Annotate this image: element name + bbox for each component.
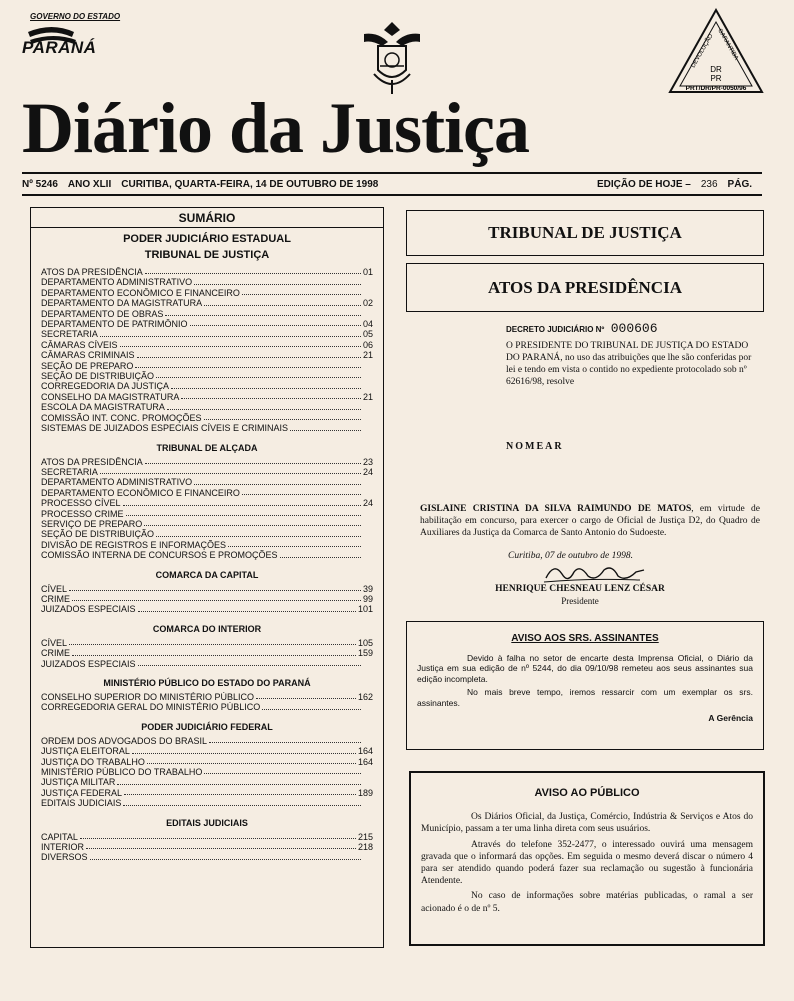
toc-entry-label: DEPARTAMENTO ECONÔMICO E FINANCEIRO: [41, 487, 240, 498]
notice-public-p3: No caso de informações sobre matérias publicadas, o ramal a ser acionado é o de nº 5.: [421, 891, 753, 914]
dateline-bar: [22, 172, 762, 196]
toc-entry: [41, 298, 373, 308]
toc-entry: [41, 509, 373, 519]
toc-entry-page: 21: [362, 350, 373, 361]
toc-leader-dots: [228, 540, 361, 547]
toc-entry: [41, 488, 373, 498]
toc-entry-page: 01: [362, 267, 373, 277]
toc-entry-label: DEPARTAMENTO ADMINISTRATIVO: [41, 277, 193, 288]
toc-title: SUMÁRIO: [31, 208, 383, 228]
toc-leader-dots: [80, 832, 356, 839]
toc-entry-label: JUIZADOS ESPECIAIS: [41, 604, 136, 615]
toc-entry-page: [363, 288, 373, 298]
toc-entry-label: SERVIÇO DE PREPARO: [41, 518, 143, 529]
nomination-text: , em virtude de habilitação em concurso, para exercer o cargo de Oficial de Justiça D2, do Quadro de Auxiliares da Justiça da Comarca de Santo Antonio do Sudoeste.: [420, 504, 760, 538]
seal-pr: PR: [710, 74, 722, 83]
toc-leader-dots: [204, 413, 361, 420]
toc-leader-dots: [72, 594, 361, 601]
toc-entry-page: 24: [362, 498, 373, 509]
toc-leader-dots: [123, 798, 361, 805]
edition-year: ANO XLII: [67, 178, 112, 190]
toc-leader-dots: [135, 361, 361, 368]
toc-entry: [41, 329, 373, 339]
toc-entry: [41, 529, 373, 539]
toc-entry: [41, 381, 373, 391]
toc-entry: [41, 457, 373, 467]
toc-entry-label: COMISSÃO INTERNA DE CONCURSOS E PROMOÇÕES: [41, 550, 278, 561]
toc-entry-page: [363, 767, 373, 777]
toc-entry: [41, 604, 373, 614]
toc-entry-page: [363, 509, 373, 519]
toc-entry-page: 105: [357, 637, 373, 648]
toc-entry-page: [363, 371, 373, 381]
toc-entry-page: 21: [362, 391, 373, 402]
toc-leader-dots: [137, 350, 361, 357]
toc-entry-page: [363, 736, 373, 746]
toc-entry: [41, 392, 373, 402]
section-title-atos: ATOS DA PRESIDÊNCIA: [406, 263, 764, 312]
toc-entry-page: [363, 309, 373, 319]
toc-entry-page: [363, 423, 373, 433]
decree-text: O PRESIDENTE DO TRIBUNAL DE JUSTIÇA DO ESTADO DO PARANÁ, no uso das atribuições que lhe são conferidas por lei e tendo em vista o contido no expediente protocolado sob nº 62616/98, resolve: [506, 341, 752, 387]
return-guaranteed-seal: [668, 8, 764, 96]
toc-entry: [41, 692, 373, 702]
toc-leader-dots: [147, 757, 356, 764]
toc-entry-page: 215: [357, 831, 373, 842]
notice-subscribers-title: AVISO AOS SRS. ASSINANTES: [511, 633, 659, 644]
toc-list: [31, 692, 383, 713]
toc-entry: [41, 798, 373, 808]
seal-garantida: GARANTIDA: [716, 28, 739, 62]
toc-leader-dots: [69, 584, 361, 591]
toc-entry: [41, 519, 373, 529]
toc-entry: [41, 550, 373, 560]
seal-permit: PRT/DR/PR-0050/96: [685, 85, 747, 92]
toc-entry-label: ESCOLA DA MAGISTRATURA: [41, 402, 165, 413]
toc-leader-dots: [69, 638, 356, 645]
toc-entry: [41, 477, 373, 487]
toc-entry-page: [363, 477, 373, 487]
toc-subsection-heading: TRIBUNAL DE ALÇADA: [156, 442, 258, 453]
toc-entry-label: CÍVEL: [41, 637, 68, 648]
toc-entry: [41, 594, 373, 604]
toc-leader-dots: [165, 309, 361, 316]
toc-subsection-heading: MINISTÉRIO PÚBLICO DO ESTADO DO PARANÁ: [103, 678, 311, 688]
toc-subsection-heading: TRIBUNAL DE JUSTIÇA: [144, 249, 270, 261]
toc-entry: [41, 350, 373, 360]
toc-entry-label: PROCESSO CÍVEL: [41, 498, 121, 509]
toc-leader-dots: [90, 852, 361, 859]
toc-entry-page: 159: [357, 648, 373, 659]
toc-entry-label: MINISTÉRIO PÚBLICO DO TRABALHO: [41, 767, 203, 778]
toc-entry-page: [363, 277, 373, 287]
decree-label: DECRETO JUDICIÁRIO Nº: [506, 325, 605, 334]
toc-entry: [41, 648, 373, 658]
notice-public-p2: Através do telefone 352-2477, o interessado ouvirá uma mensagem gravada que o informará das opções. Em seguida o mesmo deverá discar o número 4 para ser atendido quando poderá fazer sua reclamação ou sugestão à funcionária Atendente.: [421, 839, 753, 887]
toc-entry-page: 06: [362, 339, 373, 350]
toc-list: [31, 638, 383, 669]
toc-entry-page: 24: [362, 466, 373, 477]
toc-entry: [41, 423, 373, 433]
toc-entry-page: 04: [362, 319, 373, 330]
toc-entry: [41, 498, 373, 508]
notice-public: [409, 771, 765, 946]
toc-leader-dots: [280, 550, 361, 557]
toc-entry-page: 164: [357, 746, 373, 757]
toc-list: [31, 457, 383, 561]
toc-leader-dots: [242, 488, 361, 495]
decree-number: 000606: [610, 321, 658, 336]
toc-section-heading: PODER JUDICIÁRIO ESTADUAL: [123, 233, 291, 245]
toc-subsection-heading: EDITAIS JUDICIAIS: [166, 817, 248, 828]
toc-list: [31, 584, 383, 615]
toc-entry: [41, 777, 373, 787]
toc-entry-label: DIVERSOS: [41, 852, 88, 863]
toc-entry: [41, 736, 373, 746]
toc-entry-label: JUSTIÇA DO TRABALHO: [41, 756, 145, 767]
toc-entry-page: 02: [362, 298, 373, 309]
toc-entry-page: [363, 529, 373, 539]
notice-public-title: AVISO AO PÚBLICO: [534, 787, 640, 799]
toc-entry: [41, 340, 373, 350]
toc-entry-label: JUSTIÇA FEDERAL: [41, 787, 123, 798]
toc-entry: [41, 659, 373, 669]
toc-leader-dots: [138, 604, 356, 611]
toc-entry: [41, 757, 373, 767]
toc-body: [31, 249, 383, 863]
toc-list: [31, 267, 383, 434]
state-coat-of-arms-icon: [360, 20, 424, 96]
toc-entry-label: DEPARTAMENTO DE PATRIMÔNIO: [41, 319, 188, 330]
toc-leader-dots: [290, 423, 361, 430]
toc-entry-label: SEÇÃO DE PREPARO: [41, 360, 134, 371]
toc-entry-page: [363, 540, 373, 550]
toc-entry: [41, 402, 373, 412]
toc-entry-page: 164: [357, 756, 373, 767]
toc-leader-dots: [100, 329, 361, 336]
toc-entry-label: DEPARTAMENTO ADMINISTRATIVO: [41, 477, 193, 488]
seal-devolucao: DEVOLUÇÃO: [690, 33, 715, 69]
toc-leader-dots: [171, 381, 361, 388]
handwritten-signature: [540, 558, 650, 586]
toc-entry: [41, 842, 373, 852]
toc-entry: [41, 288, 373, 298]
toc-entry-label: ORDEM DOS ADVOGADOS DO BRASIL: [41, 735, 208, 746]
toc-leader-dots: [156, 371, 361, 378]
toc-entry-page: [363, 702, 373, 712]
toc-leader-dots: [204, 298, 361, 305]
toc-entry-page: 162: [357, 692, 373, 702]
toc-entry-page: [363, 488, 373, 498]
toc-entry-page: [363, 413, 373, 423]
toc-list: [31, 736, 383, 809]
toc-entry-page: 218: [357, 842, 373, 853]
section-title-tribunal: TRIBUNAL DE JUSTIÇA: [406, 210, 764, 256]
toc-leader-dots: [86, 842, 356, 849]
toc-entry: [41, 361, 373, 371]
toc-leader-dots: [204, 767, 361, 774]
toc-entry-page: [363, 550, 373, 560]
toc-leader-dots: [209, 736, 361, 743]
toc-entry: [41, 467, 373, 477]
toc-entry-label: CÍVEL: [41, 583, 68, 594]
toc-entry-label: CRIME: [41, 593, 70, 604]
toc-entry-label: ATOS DA PRESIDÊNCIA: [41, 456, 143, 467]
toc-entry-label: INTERIOR: [41, 842, 85, 853]
toc-entry: [41, 267, 373, 277]
toc-subsection-heading: PODER JUDICIÁRIO FEDERAL: [141, 721, 273, 732]
table-of-contents: [30, 207, 384, 948]
notice-public-p1: Os Diários Oficial, da Justiça, Comércio, Indústria & Serviços e Atos do Município, passam a ter uma linha direta com seus usuários.: [421, 812, 753, 835]
toc-entry-page: 189: [357, 787, 373, 798]
toc-entry-label: SISTEMAS DE JUIZADOS ESPECIAIS CÍVEIS E CRIMINAIS: [41, 423, 289, 434]
toc-entry-page: [363, 798, 373, 808]
toc-leader-dots: [117, 777, 361, 784]
toc-entry-page: 05: [362, 329, 373, 340]
toc-entry: [41, 371, 373, 381]
toc-subsection-heading: COMARCA DA CAPITAL: [155, 569, 259, 580]
toc-entry-label: JUSTIÇA MILITAR: [41, 777, 116, 788]
toc-entry-page: 39: [362, 583, 373, 594]
nomear-heading: NOMEAR: [506, 441, 564, 452]
edition-number: Nº 5246: [22, 178, 58, 190]
signer-title: Presidente: [561, 596, 599, 606]
toc-entry: [41, 413, 373, 423]
toc-entry: [41, 638, 373, 648]
place-and-date: Curitiba, 07 de outubro de 1998.: [508, 551, 633, 561]
toc-entry: [41, 788, 373, 798]
edition-date: CURITIBA, QUARTA-FEIRA, 14 DE OUTUBRO DE 1998: [121, 178, 379, 190]
toc-entry: [41, 540, 373, 550]
toc-entry-label: DEPARTAMENTO ECONÔMICO E FINANCEIRO: [41, 287, 240, 298]
toc-entry-label: DIVISÃO DE REGISTROS E INFORMAÇÕES: [41, 539, 227, 550]
toc-entry-label: EDITAIS JUDICIAIS: [41, 798, 122, 809]
toc-entry-page: 101: [357, 604, 373, 615]
toc-leader-dots: [126, 509, 361, 516]
toc-list: [31, 832, 383, 863]
pages-label: PÁG.: [727, 178, 752, 190]
toc-entry: [41, 309, 373, 319]
toc-entry-label: CORREGEDORIA DA JUSTIÇA: [41, 381, 170, 392]
toc-entry: [41, 319, 373, 329]
toc-entry-label: CONSELHO SUPERIOR DO MINISTÉRIO PÚBLICO: [41, 692, 255, 702]
toc-entry-label: SECRETARIA: [41, 329, 98, 340]
toc-leader-dots: [156, 529, 361, 536]
toc-leader-dots: [72, 648, 356, 655]
state-government-label: GOVERNO DO ESTADO: [30, 12, 121, 21]
toc-entry-label: CAPITAL: [41, 831, 78, 842]
toc-entry-page: [363, 777, 373, 787]
toc-entry-label: CONSELHO DA MAGISTRATURA: [41, 391, 180, 402]
toc-entry-page: 23: [362, 456, 373, 467]
toc-entry-page: [363, 402, 373, 412]
signer-name: HENRIQUE CHESNEAU LENZ CÉSAR: [495, 584, 665, 594]
toc-leader-dots: [167, 402, 361, 409]
toc-entry-label: JUSTIÇA ELEITORAL: [41, 746, 130, 757]
toc-entry: [41, 852, 373, 862]
toc-entry-page: 99: [362, 593, 373, 604]
toc-entry-label: SEÇÃO DE DISTRIBUIÇÃO: [41, 371, 155, 382]
nomination-paragraph: [420, 503, 760, 539]
toc-entry-label: CÂMARAS CRIMINAIS: [41, 350, 135, 361]
toc-leader-dots: [145, 457, 361, 464]
seal-dr: DR: [710, 65, 722, 74]
toc-entry-page: [363, 852, 373, 862]
toc-entry: [41, 584, 373, 594]
page-count: 236: [700, 178, 718, 190]
toc-leader-dots: [256, 692, 356, 699]
toc-leader-dots: [100, 467, 361, 474]
toc-entry-page: [363, 361, 373, 371]
toc-entry: [41, 702, 373, 712]
toc-entry-label: DEPARTAMENTO DE OBRAS: [41, 308, 164, 319]
toc-entry-label: COMISSÃO INT. CONC. PROMOÇÕES: [41, 412, 202, 423]
decree: [506, 323, 756, 388]
toc-entry-label: ATOS DA PRESIDÊNCIA: [41, 267, 143, 277]
newspaper-masthead: Diário da Justiça: [22, 88, 530, 168]
toc-entry: [41, 746, 373, 756]
toc-entry-label: PROCESSO CRIME: [41, 508, 124, 519]
toc-entry-page: [363, 519, 373, 529]
toc-entry-label: CRIME: [41, 648, 70, 659]
toc-leader-dots: [120, 340, 361, 347]
toc-entry-page: [363, 659, 373, 669]
notice-subscribers-signature: A Gerência: [708, 713, 753, 723]
toc-leader-dots: [262, 702, 361, 709]
toc-entry-label: CORREGEDORIA GERAL DO MINISTÉRIO PÚBLICO: [41, 702, 261, 713]
toc-entry-label: SECRETARIA: [41, 466, 98, 477]
toc-entry-label: CÂMARAS CÍVEIS: [41, 339, 118, 350]
toc-leader-dots: [181, 392, 361, 399]
toc-leader-dots: [194, 277, 361, 284]
notice-subscribers-p1: Devido à falha no setor de encarte desta Imprensa Oficial, o Diário da Justiça em sua edição de nº 5244, do dia 09/10/98 remeteu aos seus assinantes sua edição incompleta.: [417, 652, 753, 684]
toc-entry-label: DEPARTAMENTO DA MAGISTRATURA: [41, 298, 203, 309]
toc-subsection-heading: COMARCA DO INTERIOR: [152, 623, 262, 634]
toc-leader-dots: [138, 659, 361, 666]
decree-heading: [506, 323, 756, 336]
notice-subscribers-p2: No mais breve tempo, iremos ressarcir com um exemplar os srs. assinantes.: [417, 687, 753, 708]
toc-entry: [41, 832, 373, 842]
today-edition-label: EDIÇÃO DE HOJE –: [596, 178, 691, 190]
toc-leader-dots: [242, 288, 361, 295]
state-name: PARANÁ: [22, 38, 97, 57]
toc-leader-dots: [194, 477, 361, 484]
toc-entry: [41, 277, 373, 287]
toc-leader-dots: [190, 319, 361, 326]
toc-entry-label: JUIZADOS ESPECIAIS: [41, 658, 136, 669]
toc-entry: [41, 767, 373, 777]
toc-leader-dots: [123, 498, 361, 505]
notice-subscribers: [406, 621, 764, 750]
toc-entry-page: [363, 381, 373, 391]
toc-entry-label: SEÇÃO DE DISTRIBUIÇÃO: [41, 529, 155, 540]
toc-leader-dots: [145, 267, 361, 274]
toc-leader-dots: [124, 788, 356, 795]
toc-leader-dots: [144, 519, 361, 526]
toc-leader-dots: [132, 746, 356, 753]
nominee-name: GISLAINE CRISTINA DA SILVA RAIMUNDO DE MATOS: [420, 504, 692, 514]
